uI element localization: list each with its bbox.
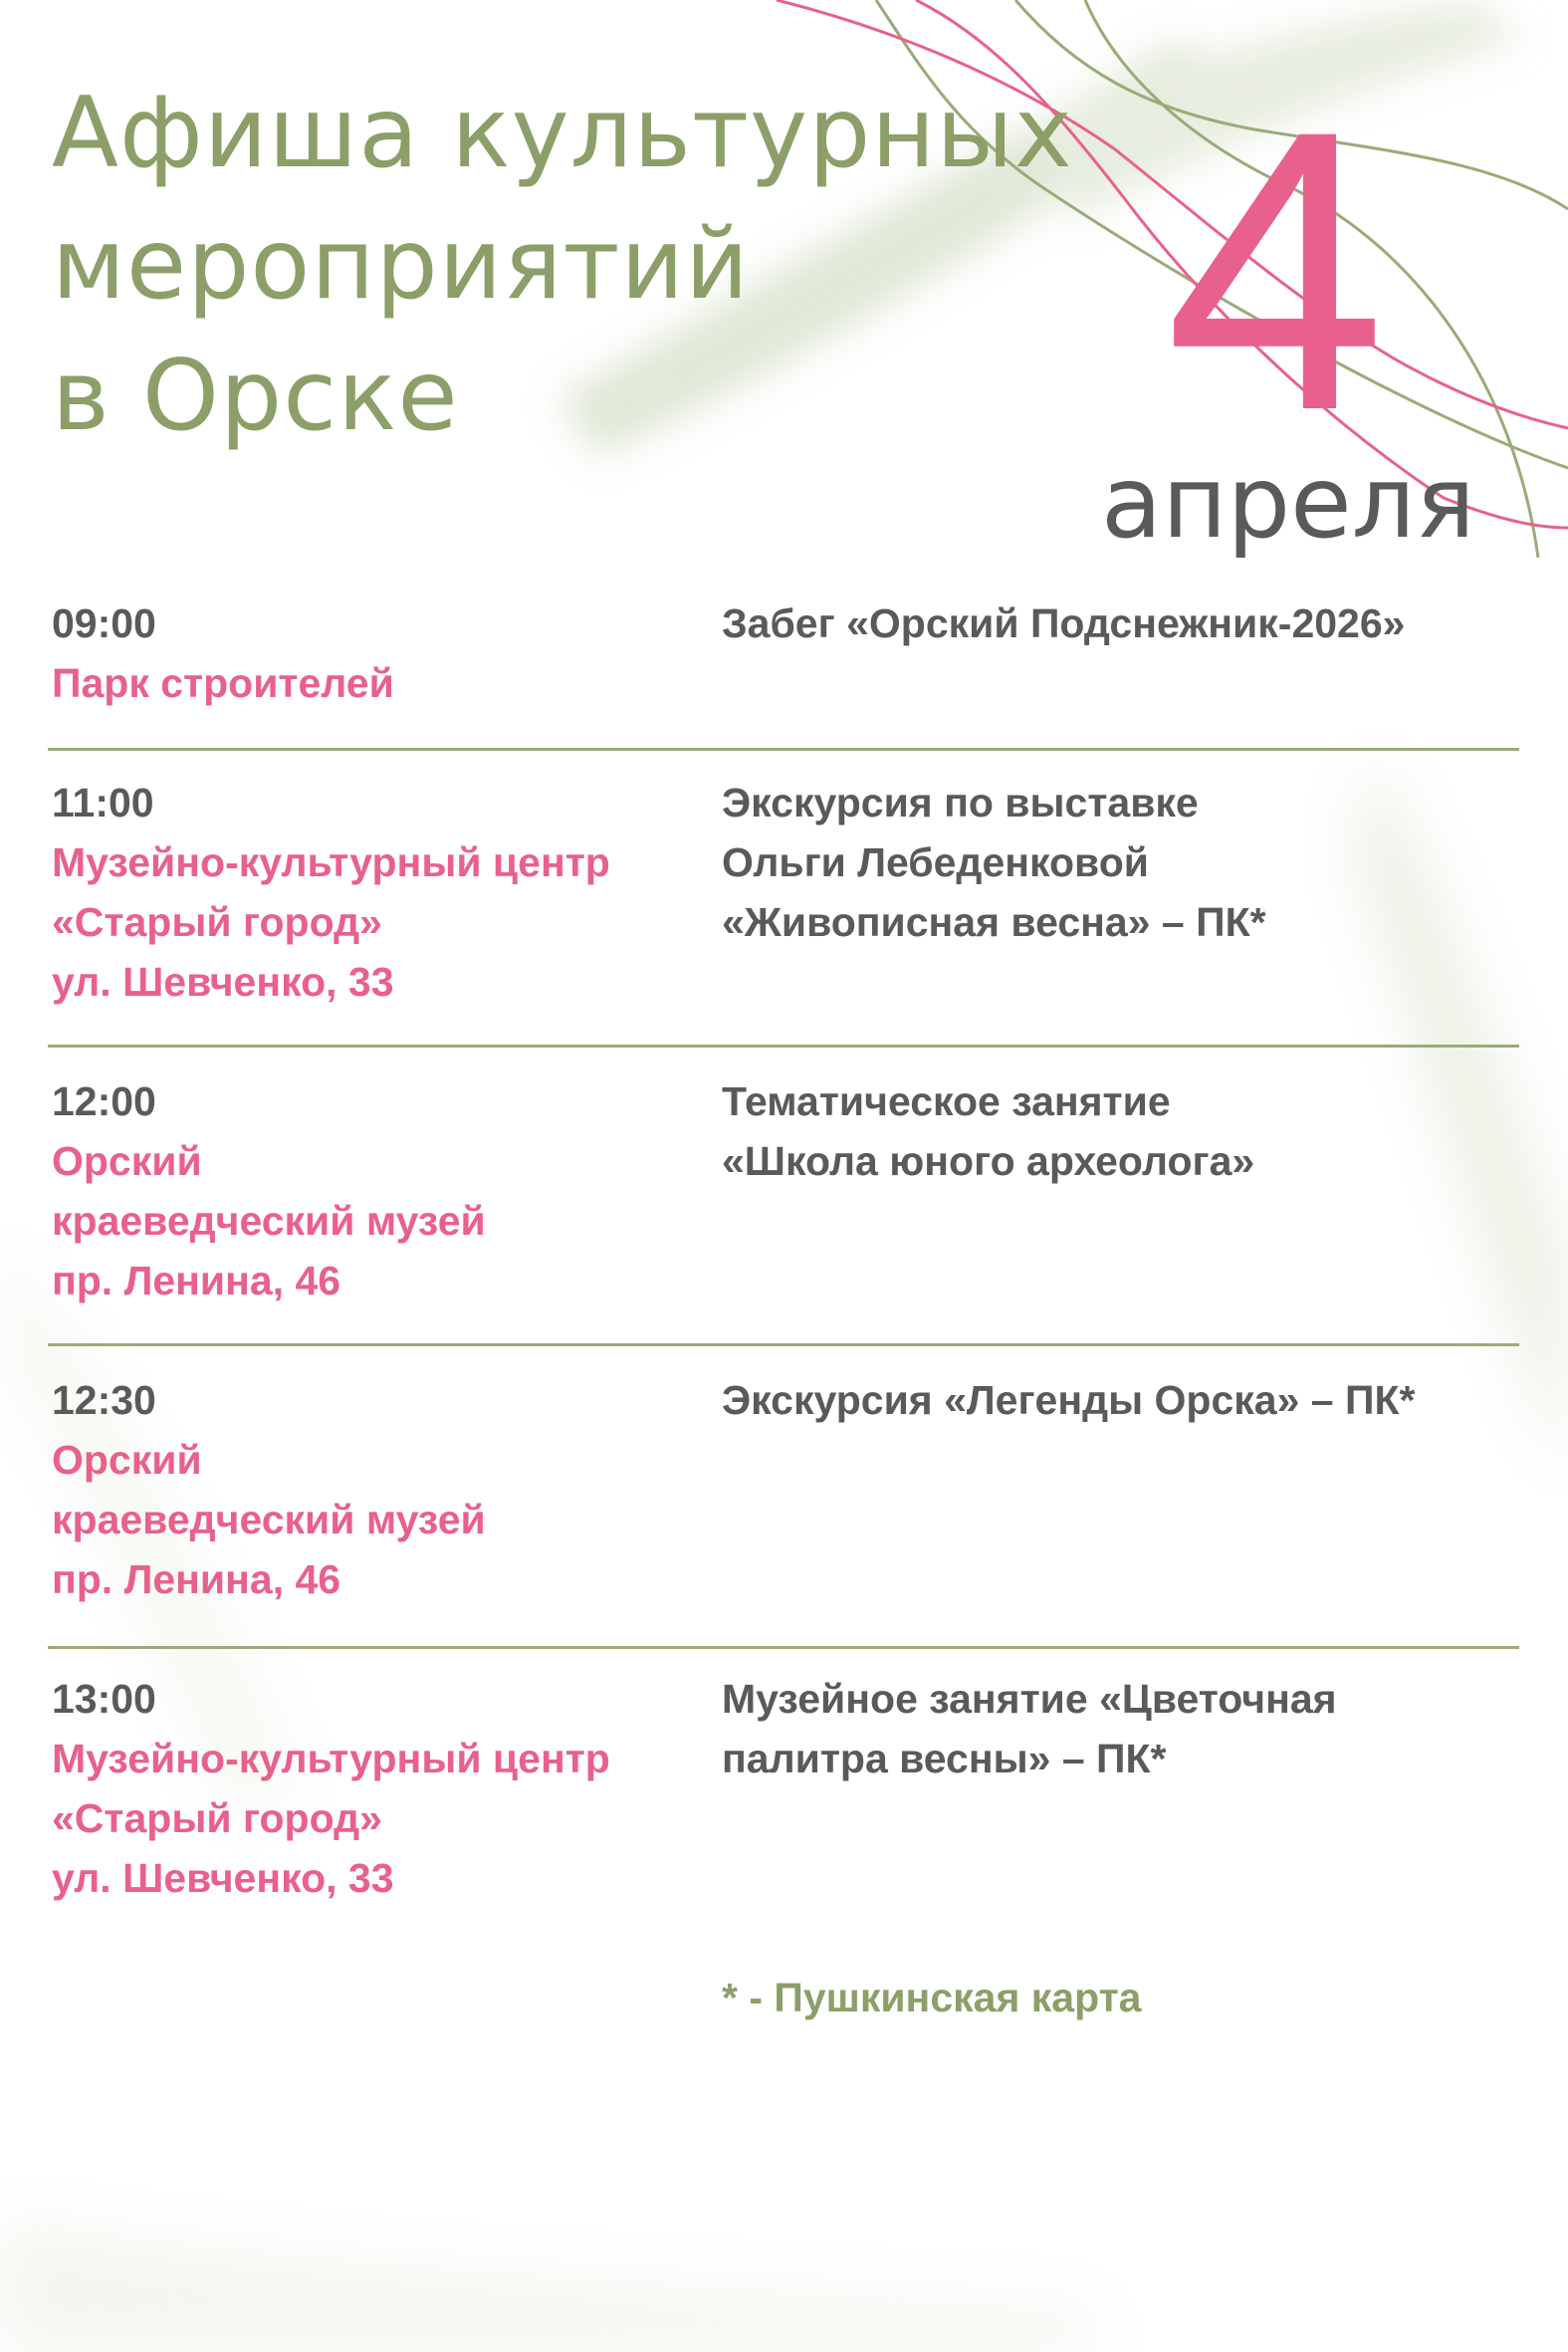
divider [48, 1045, 1519, 1048]
title-line: в Орске [52, 340, 459, 453]
event-title-line: Музейное занятие «Цветочная [722, 1676, 1337, 1722]
event-title [722, 773, 1518, 952]
event-place-line: «Старый город» [52, 899, 382, 945]
event-place-line: Орский [52, 1138, 202, 1184]
page-title [52, 68, 1073, 462]
event-place-line: «Старый город» [52, 1795, 382, 1841]
event-time: 09:00 [52, 600, 156, 646]
event-place-line: пр. Ленина, 46 [52, 1258, 341, 1303]
event-place-line: пр. Ленина, 46 [52, 1556, 341, 1602]
event-title-line: Экскурсия «Легенды Орска» – ПК* [722, 1377, 1416, 1423]
event-place-line: Орский [52, 1437, 202, 1483]
event-place-line: Музейно-культурный центр [52, 839, 610, 885]
event-place-line: краеведческий музей [52, 1497, 486, 1542]
divider [48, 1343, 1519, 1346]
divider [48, 748, 1519, 751]
event-place-line: ул. Шевченко, 33 [52, 959, 394, 1005]
event-place-line: ул. Шевченко, 33 [52, 1855, 394, 1901]
title-line: Афиша культурных [52, 77, 1073, 190]
event-title-line: палитра весны» – ПК* [722, 1736, 1167, 1781]
divider [48, 1646, 1519, 1649]
date-day: 4 [1165, 48, 1387, 493]
event-details [52, 1071, 689, 1310]
event-title-line: Забег «Орский Подснежник-2026» [722, 600, 1406, 646]
title-line: мероприятий [52, 208, 750, 322]
event-details [52, 593, 689, 713]
event-title-line: Экскурсия по выставке [722, 780, 1199, 825]
event-time: 11:00 [52, 780, 154, 825]
date-month: апреля [1101, 444, 1475, 561]
event-place-line: краеведческий музей [52, 1198, 486, 1244]
event-title-line: «Школа юного археолога» [722, 1138, 1255, 1184]
event-time: 12:00 [52, 1078, 156, 1124]
event-title [722, 593, 1518, 653]
event-details [52, 1669, 689, 1908]
event-time: 12:30 [52, 1377, 156, 1423]
event-time: 13:00 [52, 1676, 156, 1722]
event-details [52, 773, 689, 1012]
event-details [52, 1370, 689, 1609]
event-title-line: Тематическое занятие [722, 1078, 1171, 1124]
footnote: * - Пушкинская карта [722, 1975, 1142, 2020]
event-place-line: Музейно-культурный центр [52, 1736, 610, 1781]
event-title [722, 1071, 1518, 1191]
event-title [722, 1669, 1518, 1788]
event-title-line: Ольги Лебеденковой [722, 839, 1149, 885]
event-title [722, 1370, 1518, 1430]
event-place-line: Парк строителей [52, 660, 394, 706]
event-title-line: «Живописная весна» – ПК* [722, 899, 1266, 945]
